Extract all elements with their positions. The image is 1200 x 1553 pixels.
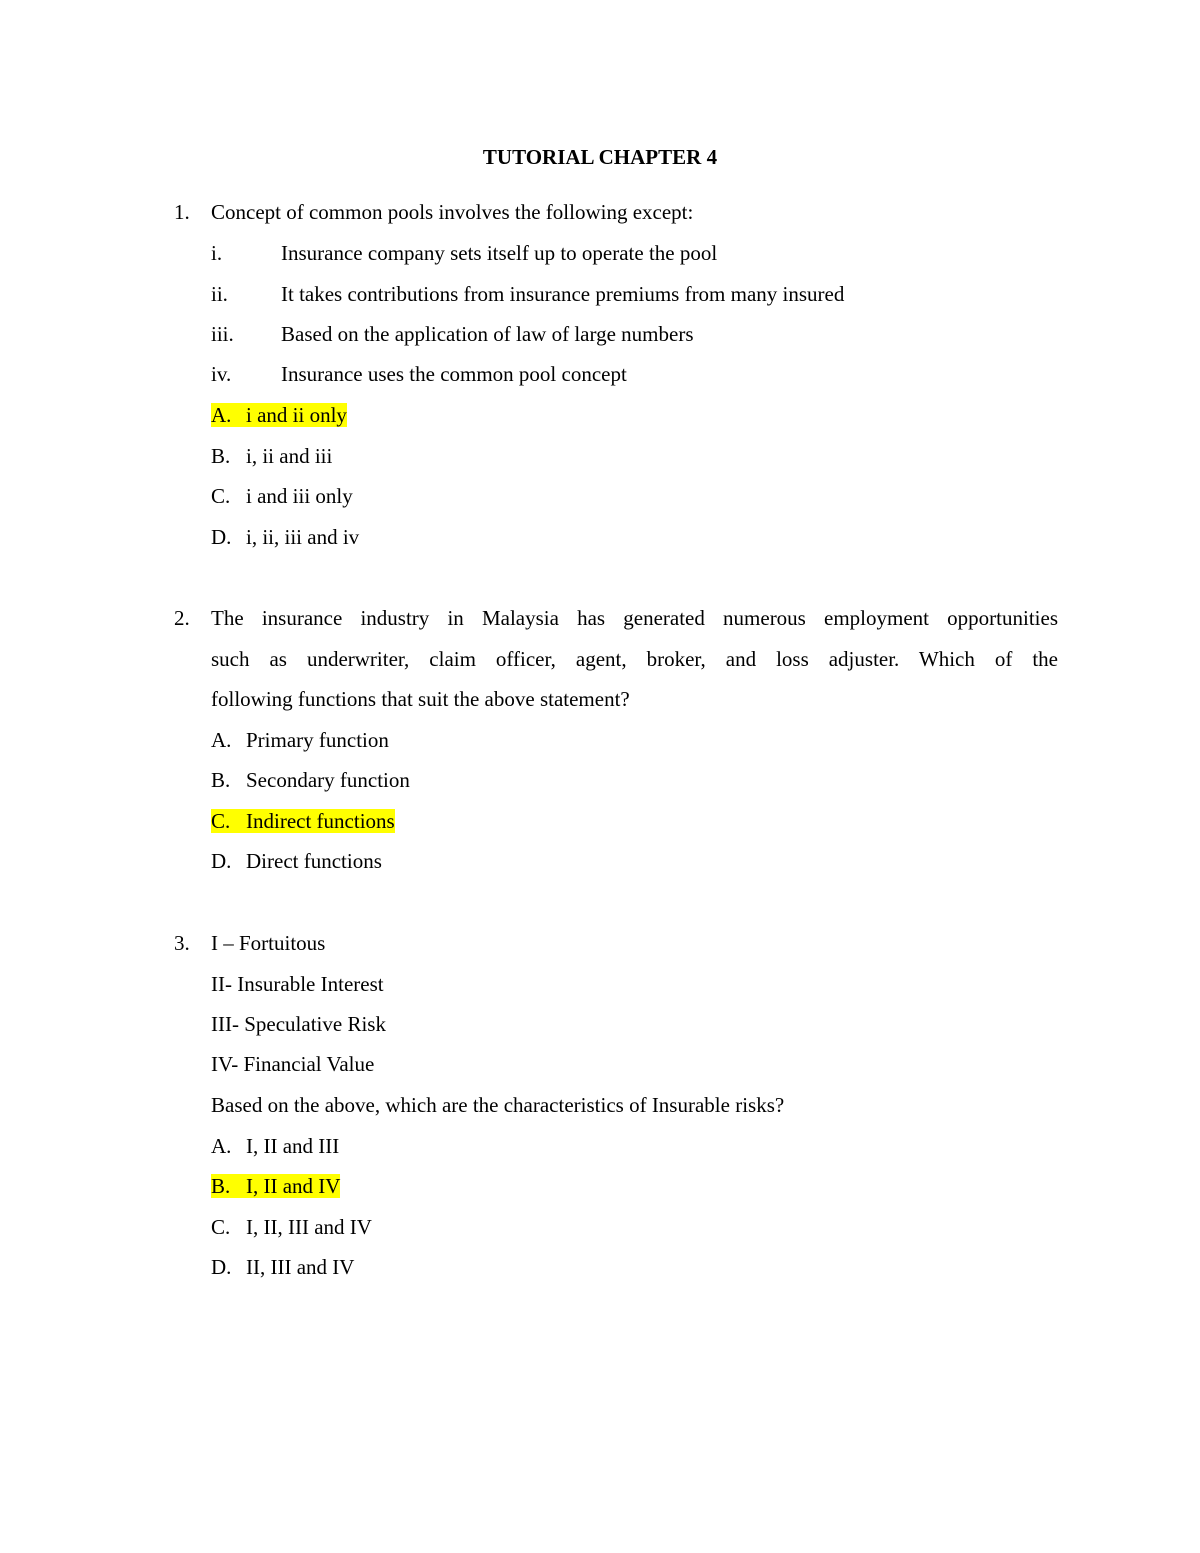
roman-item-text: Insurance company sets itself up to operate the pool	[281, 241, 718, 265]
option-letter: A.	[211, 1134, 232, 1158]
option-letter: D.	[211, 525, 232, 549]
answer-option	[211, 807, 395, 835]
roman-numeral: ii.	[211, 282, 228, 306]
option-letter: C.	[211, 1215, 231, 1239]
option-letter: B.	[211, 444, 231, 468]
option-letter: D.	[211, 849, 232, 873]
highlighted-answer	[211, 1174, 340, 1198]
question-text-line: following functions that suit the above statement?	[211, 687, 630, 711]
highlighted-answer	[211, 809, 395, 833]
question-text-line: II- Insurable Interest	[211, 972, 384, 996]
option-text: i, ii, iii and iv	[246, 525, 360, 549]
answer-option	[211, 1253, 354, 1281]
answer-option	[211, 766, 410, 794]
option-letter: C.	[211, 484, 231, 508]
answer-option	[211, 1172, 340, 1200]
option-letter: D.	[211, 1255, 232, 1279]
option-text: I, II and IV	[246, 1174, 341, 1198]
option-text: i, ii and iii	[246, 444, 333, 468]
option-text: Indirect functions	[246, 809, 395, 833]
option-letter: B.	[211, 1174, 231, 1198]
answer-option	[211, 482, 353, 510]
option-text: Direct functions	[246, 849, 382, 873]
answer-option	[211, 1213, 372, 1241]
question-text-line: I – Fortuitous	[211, 931, 326, 955]
roman-item-text: Based on the application of law of large numbers	[281, 322, 694, 346]
option-letter: C.	[211, 809, 231, 833]
question-text: Concept of common pools involves the following except:	[211, 200, 694, 224]
option-text: i and ii only	[246, 403, 347, 427]
question-text-line: such as underwriter, claim officer, agent, broker, and loss adjuster. Which of the	[211, 647, 1058, 671]
option-letter: A.	[211, 728, 232, 752]
question-number: 2.	[174, 606, 190, 630]
answer-option	[211, 847, 382, 875]
option-text: Secondary function	[246, 768, 410, 792]
highlighted-answer	[211, 403, 347, 427]
option-letter: B.	[211, 768, 231, 792]
answer-option	[211, 401, 347, 429]
option-text: I, II, III and IV	[246, 1215, 372, 1239]
option-letter: A.	[211, 403, 232, 427]
document-title: TUTORIAL CHAPTER 4	[482, 145, 718, 169]
question-text-line: IV- Financial Value	[211, 1052, 375, 1076]
option-text: i and iii only	[246, 484, 353, 508]
answer-option	[211, 726, 389, 754]
question-number: 1.	[174, 200, 190, 224]
roman-numeral: i.	[211, 241, 223, 265]
answer-option	[211, 1132, 339, 1160]
answer-option	[211, 442, 332, 470]
question-text-line: The insurance industry in Malaysia has generated numerous employment opportunities	[211, 606, 1058, 630]
option-text: Primary function	[246, 728, 389, 752]
roman-numeral: iii.	[211, 322, 234, 346]
question-text-line: III- Speculative Risk	[211, 1012, 386, 1036]
answer-option	[211, 523, 359, 551]
question-number: 3.	[174, 931, 190, 955]
roman-item-text: Insurance uses the common pool concept	[281, 362, 627, 386]
option-text: I, II and III	[246, 1134, 340, 1158]
roman-numeral: iv.	[211, 362, 232, 386]
question-text-line: Based on the above, which are the characteristics of Insurable risks?	[211, 1093, 785, 1117]
roman-item-text: It takes contributions from insurance premiums from many insured	[281, 282, 845, 306]
option-text: II, III and IV	[246, 1255, 355, 1279]
